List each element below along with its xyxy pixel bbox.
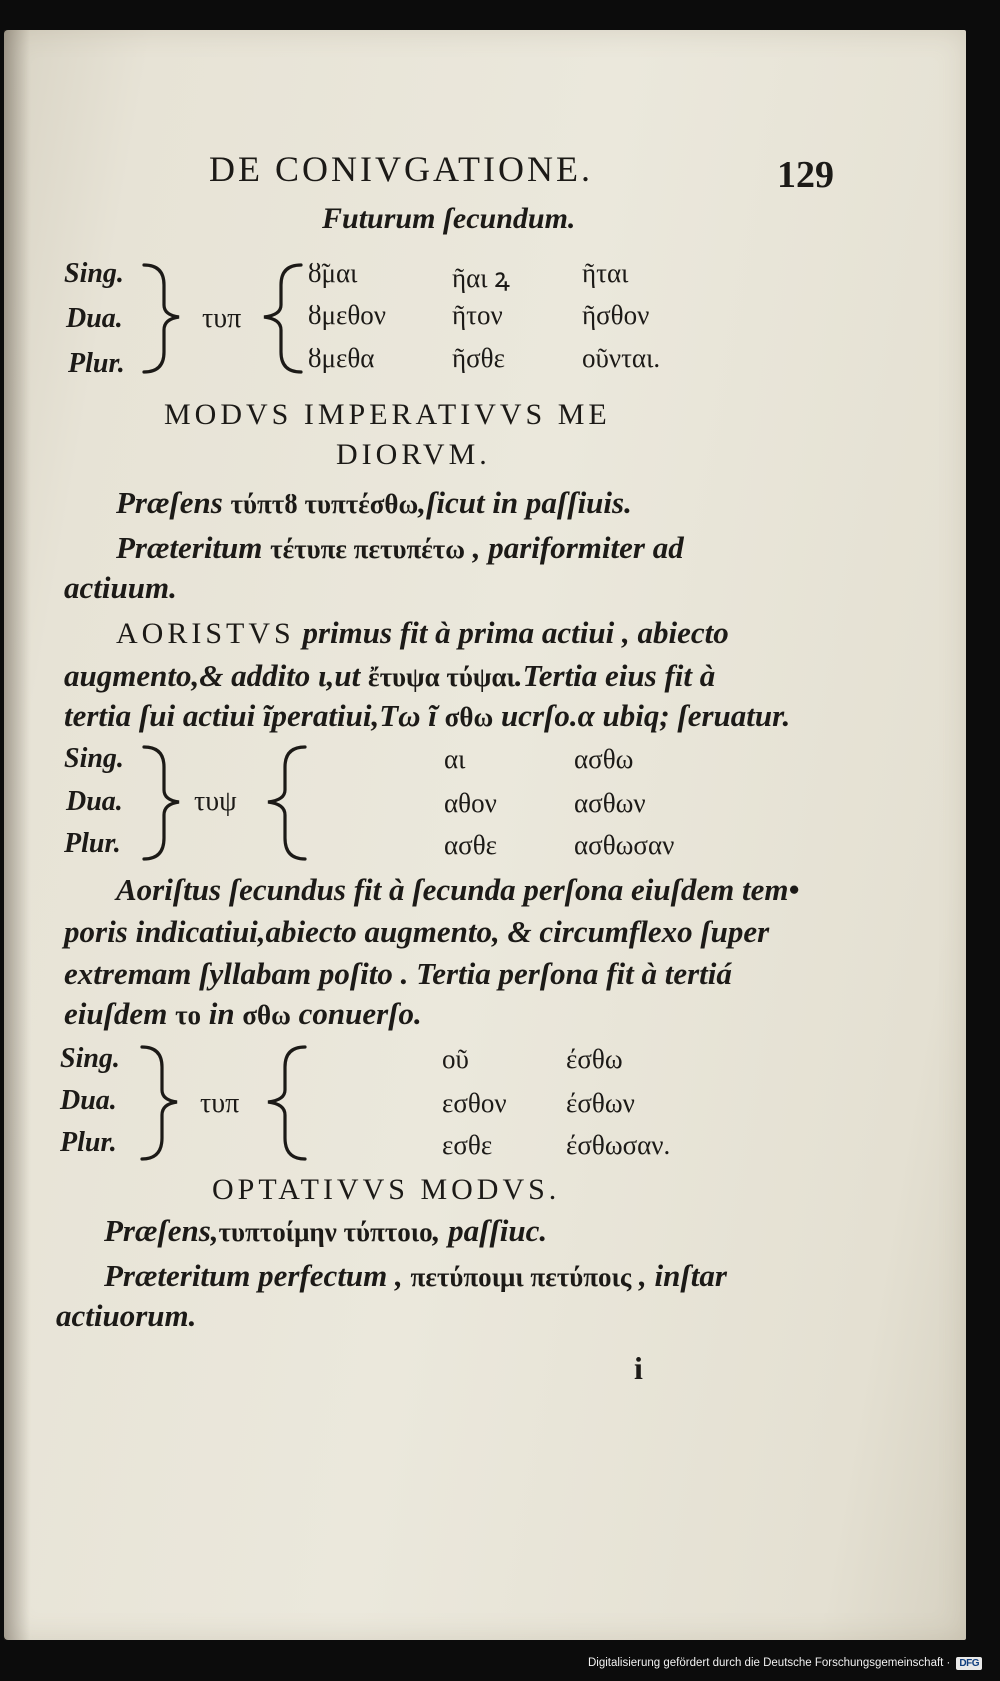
cell-2-2: ῆτον — [452, 300, 503, 330]
paragraph-praeteritum-cont: actiuum. — [64, 570, 177, 605]
cell-1-2: ασθω — [574, 744, 634, 774]
cell-3-3: οῦνται. — [582, 343, 661, 373]
digitization-footer — [588, 1653, 982, 1673]
signature-mark: i — [634, 1350, 643, 1386]
label-plur: Plur. — [68, 348, 125, 379]
cell-2-3: ῆσθον — [582, 300, 650, 330]
paragraph-aoristus2-line1: Aoriſtus ſecundus fit à ſecunda perſona eiuſdem tem• — [116, 872, 800, 907]
brace-right-icon — [134, 742, 184, 867]
cell-1-1: οῦ — [442, 1044, 469, 1074]
brace-left-icon — [260, 742, 310, 867]
cell-3-1: ασθε — [444, 830, 497, 860]
cell-3-2: ῆσθε — [452, 343, 505, 373]
cell-2-1: ȣμεθον — [308, 300, 386, 330]
dfg-logo-icon: DFG — [956, 1657, 982, 1670]
cell-2-2: έσθων — [566, 1088, 635, 1118]
cell-1-2: έσθω — [566, 1044, 623, 1074]
running-title: DE CONIVGATIONE. — [209, 149, 593, 189]
brace-right-icon — [134, 260, 184, 380]
cell-1-1: ȣ̃μαι — [308, 258, 358, 288]
cell-3-1: εσθε — [442, 1130, 493, 1160]
footer-text: Digitalisierung gefördert durch die Deutsche Forschungsgemeinschaft · — [587, 1657, 951, 1669]
paragraph-praesens: Præſens τύπτȣ τυπτέσθω,ſicut in paſſiuis. — [116, 485, 632, 520]
cell-2-1: εσθον — [442, 1088, 507, 1118]
cell-2-2: ασθων — [574, 788, 646, 818]
label-dua: Dua. — [60, 1085, 117, 1116]
paragraph-aoristus2-line3: extremam ſyllabam poſito . Tertia perſona fit à tertiá — [64, 956, 732, 991]
stem: τυψ — [194, 786, 237, 817]
imperativus-heading-line2: DIORVM. — [336, 438, 491, 471]
label-sing: Sing. — [64, 258, 124, 289]
cell-1-3: ῆται — [582, 258, 629, 288]
brace-left-icon — [256, 260, 306, 380]
paragraph-aoristus2-line4: eiuſdem το in σθω conuerſo. — [64, 996, 422, 1031]
cell-2-1: αθον — [444, 788, 497, 818]
label-dua: Dua. — [66, 786, 123, 817]
cell-3-2: έσθωσαν. — [566, 1130, 671, 1160]
imperativus-heading-line1: MODVS IMPERATIVVS ME — [164, 398, 611, 431]
brace-right-icon — [132, 1042, 182, 1167]
book-page — [4, 30, 966, 1640]
futurum-title: Futurum ſecundum. — [322, 202, 576, 235]
paragraph-opt-praesens: Præſens,τυπτοίμην τύπτοιο, paſſiuc. — [104, 1213, 548, 1248]
paragraph-aoristus1-line2: augmento,& addito ι,ut ἔτυψα τύψαι.Tertia eius fit à — [64, 658, 716, 693]
cell-1-1: αι — [444, 744, 466, 774]
cell-3-2: ασθωσαν — [574, 830, 675, 860]
brace-left-icon — [260, 1042, 310, 1167]
label-plur: Plur. — [60, 1127, 117, 1158]
label-sing: Sing. — [64, 743, 124, 774]
stem: τυπ — [202, 303, 242, 334]
optativus-heading: OPTATIVVS MODVS. — [212, 1173, 561, 1206]
stem: τυπ — [200, 1088, 240, 1119]
paragraph-opt-praeteritum: Præteritum perfectum , πετύποιμι πετύποις , inſtar — [104, 1258, 727, 1293]
paragraph-aoristus1-line3: tertia ſui actiui ĩperatiui,Tω ĩ σθω ucrſo.α ubiq; ſeruatur. — [64, 698, 791, 733]
page-number: 129 — [777, 154, 834, 196]
paragraph-praeteritum: Præteritum τέτυπε πετυπέτω , pariformiter ad — [116, 530, 684, 565]
paragraph-opt-praeteritum-cont: actiuorum. — [56, 1298, 197, 1333]
cell-3-1: ȣμεθα — [308, 343, 375, 373]
label-sing: Sing. — [60, 1043, 120, 1074]
paragraph-aoristus1: AORISTVS primus fit à prima actiui , abiecto — [116, 615, 729, 650]
label-plur: Plur. — [64, 828, 121, 859]
label-dua: Dua. — [66, 303, 123, 334]
cell-1-2: ῆαι ꝝ — [452, 263, 510, 293]
paragraph-aoristus2-line2: poris indicatiui,abiecto augmento, & circumflexo ſuper — [64, 914, 770, 949]
